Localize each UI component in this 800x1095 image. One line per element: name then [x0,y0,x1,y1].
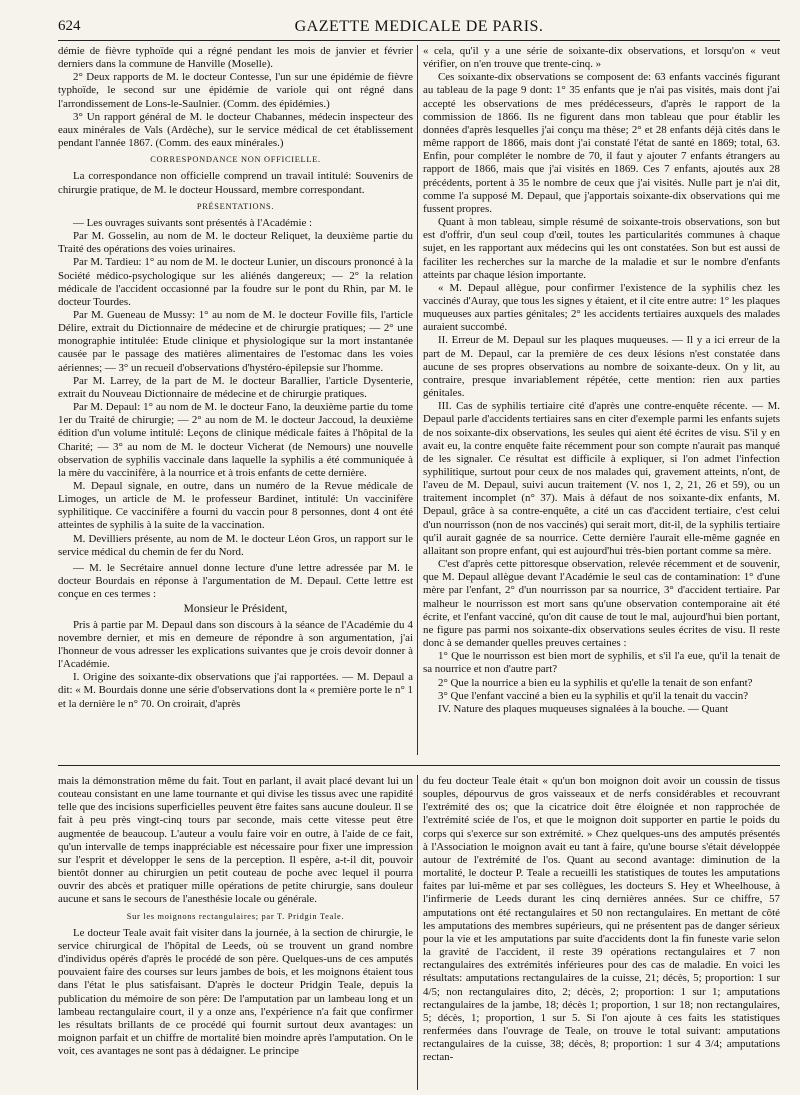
section-heading: CORRESPONDANCE NON OFFICIELLE. [150,155,321,165]
column-top-right [423,45,780,760]
paragraph: Ces soixante-dix observations se composent de: 63 enfants vaccinés figurant au tableau de la page 9 dont: 1° 35 enfants que je n'ai pas visités, mais dont j'ai accepté les observations de mes prédécesseurs, d'après le rapport de la commission de 1866. Ils ne figurent dans mon tableau que pour établir les données d'après lesquelles j'ai conçu ma thèse; 2° et 28 enfants déjà cités dans le même rapport de 1866, mais dont j'ai constaté l'état de santé en 1869; total, 63. Enfin, pour compléter le nombre de 70, il faut y ajouter 7 enfants étrangers au rapport de 1866, mais que j'ai visités en 1869. Ces 7 enfants, ajoutés aux 28 précédents, portent à 35 le nombre de ceux que j'ai visités. Nulle part je n'ai dit, comme l'a supposé M. Depaul, que j'apportais soixante-dix observations qui me fussent propres. [423,71,780,215]
paragraph: 3° Un rapport général de M. le docteur Chabannes, médecin inspecteur des eaux minérales de Vals (Ardèche), sur le service médical de cet établissement pendant l'année 1867. (Comm. des eaux minérales.) [58,110,413,150]
paragraph: IV. Nature des plaques muqueuses signalées à la bouche. — Quant [438,702,729,715]
column-top-left [58,45,413,760]
paragraph: M. Depaul signale, en outre, dans un numéro de la Revue médicale de Limoges, un article de M. le professeur Bardinet, intitulé: Un vaccinifère syphilitique. Ce vaccinifère a fourni du vaccin pour 8 personnes, dont 4 ont été atteintes de syphilis à la suite de la vaccination. [58,480,413,532]
letter-salutation: Monsieur le Président, [183,603,288,616]
paragraph: C'est d'après cette pittoresque observation, relevée récemment et de souvenir, que M. Depaul allègue devant l'Académie le seul cas de contamination: 1° d'une mère par l'enfant, 2° d'un nourrisson par sa nourrice, 3° d'accident tertiaire. Par malheur le nourrisson est mort sans qu'une observation contemporaine ait été écrite, et l'enfant vacciné, qu'on dit cause de tout le mal, aujourd'hui bien portant, ne figure pas parmi nos soixante-dix observations seules écrites de visu. Il reste donc à se demander quelles preuves certaines : [423,558,780,650]
paragraph: 2° Deux rapports de M. le docteur Contesse, l'un sur une épidémie de fièvre typhoïde, le second sur une épidémie de variole qui ont régné dans l'arrondissement de Lons-le-Saulnier. (Comm. des épidémies.) [58,71,413,110]
paragraph: — M. le Secrétaire annuel donne lecture d'une lettre adressée par M. le docteur Bourdais en réponse à l'argumentation de M. Depaul. Cette lettre est conçue en ces termes : [58,561,413,601]
column-bottom-left [58,775,413,1090]
paragraph: mais la démonstration même du fait. Tout en parlant, il avait placé devant lui un couteau consistant en une lame tournante et qui divise les tissus avec une rapidité telle que des incisions superficielles peuvent être faites sans aucune douleur. Il se fait à peu près vingt-cinq tours par seconde, mais cette vitesse peut être augmentée de beaucoup. L'auteur a voulu faire voir en outre, à l'aide de ce fait, qu'un intervalle de temps inappréciable est nécessaire pour fixer une impression sur l'esprit et développer le sens de la perception. Il espère, a-t-il dit, pouvoir bientôt donner au chirurgien un petit couteau de poche avec lequel il pourra ouvrir des abcès et pratiquer mille opérations de petite chirurgie, sans douleur aucune et sans le secours de l'anesthésie locale ou générale. [58,775,413,906]
paragraph: 2° Que la nourrice a bien eu la syphilis et qu'elle la tenait de son enfant? [438,676,753,689]
paragraph: La correspondance non officielle comprend un travail intitulé: Souvenirs de chirurgie pratique, de M. le docteur Houssard, membre correspondant. [58,170,413,196]
page-number: 624 [58,18,81,34]
column-divider-top [417,45,418,755]
paragraph: I. Origine des soixante-dix observations que j'ai rapportées. — M. Depaul a dit: « M. Bourdais donne une série d'observations dont la « première porte le n° 1 et la dernière le n° 70. On croirait, d'après [58,671,413,710]
paragraph: III. Cas de syphilis tertiaire cité d'après une contre-enquête récente. — M. Depaul parle d'accidents tertiaires sans en citer d'exemple parmi les enfants sujets de nos soixante-dix observations, les seules qui aient été écrites de visu. S'il y en avait eu, la contre enquête faite récemment pour son compte n'aurait pas manqué de les signaler. Ce résultat est difficile à expliquer, si l'on admet l'infection syphilitique, surtout pour ceux de nos malades qui, gravement atteints, n'ont, de l'aveu de M. Depaul, suivi aucun traitement (V. nos 1, 2, 21, 26 et 59), ou un traitement incomplet (n° 37). Mais à défaut de nos soixante-dix enfants, M. Depaul, grâce à sa contre-enquête, a cité un cas d'accident tertiaire, c'est celui d'un nourrisson (non de nos vaccinés) qui serait mort, dit-il, de la syphilis tertiaire qu'il aurait gagnée de sa nourrice. Cette dernière l'aurait elle-même gagnée en allaitant son propre enfant, qui est aujourd'hui très-bien portant comme sa mère. [423,400,780,557]
paragraph: Pris à partie par M. Depaul dans son discours à la séance de l'Académie du 4 novembre dernier, et mis en demeure de répondre à son argumentation, j'ai l'honneur de vous adresser les explications suivantes que je crois devoir donner à l'Académie. [58,618,413,671]
section-heading: Sur les moignons rectangulaires; par T. Pridgin Teale. [126,911,345,921]
section-divider [58,765,780,766]
column-divider-bottom [417,775,418,1090]
column-bottom-right [423,775,780,1090]
paragraph: Par M. Gosselin, au nom de M. le docteur Reliquet, la deuxième partie du Traité des opérations des voies urinaires. [58,230,413,256]
paragraph: Par M. Gueneau de Mussy: 1° au nom de M. le docteur Foville fils, l'article Délire, extrait du Dictionnaire de médecine et de chirurgie pratiques; — 2° une monographie intitulée: Etude clinique et physiologique sur la mort instantanée causée par le passage des matières alimentaires de l'estomac dans les voies aériennes; — 3° un recueil d'observations d'hystéro-épilepsie sur l'homme. [58,308,413,374]
paragraph: M. Devilliers présente, au nom de M. le docteur Léon Gros, un rapport sur le service médical du chemin de fer du Nord. [58,532,413,558]
paragraph: du feu docteur Teale était « qu'un bon moignon doit avoir un coussin de tissus souples, dépourvus de gros vaisseaux et de nerfs considérables et recouvrant l'extrémité des os; que la cicatrice doit être éloignée et non rapprochée de l'extrémité sciée de l'os, et que le moignon doit supporter en partie le poids du corps qui s'exerce sur son extrémité. » Chez quelques-uns des amputés présentés à l'Association le moignon avait eu tant à faire, qu'une bourse s'était développée autour de l'extrémité de l'os. Quant au second avantage: diminution de la mortalité, le docteur P. Teale a recueilli les statistiques de toutes les amputations faites par lui-même et par ses collègues, les docteurs S. Hey et Wheelhouse, à l'infirmerie de Leeds durant les cinq dernières années. Sur ce chiffre, 57 amputations ont été rectangulaires et 50 non rectangulaires. En mettant de côté les amputations des membres supérieurs, qui ne présentent pas de danger sérieux pour la vie et les amputations par suite d'accidents dont la fin funeste varie selon la gravité de l'accident, il reste 39 opérations rectangulaires et 7 non rectangulaires des extrémités inférieures pour des cas de maladie. En voici les résultats: amputations rectangulaires de la cuisse, 21; décès, 5; proportion: 1 sur 4/5; non rectangulaires dito, 2; décès, 2; proportion: 1 sur 1; amputations rectangulaires de la jambe, 18; décès 1; proportion, 1 sur 18; non rectangulaires, 5; décès, 1; proportion, 1 sur 5. Si l'on ajoute à ces faits les statistiques renfermées dans l'ouvrage de Teale, on trouve le total suivant: amputations rectangulaires de la cuisse, 38; décès, 8; proportion: 1 sur 4 3/4; amputations rectan- [423,775,780,1064]
paragraph: — Les ouvrages suivants sont présentés à l'Académie : [73,216,313,229]
paragraph: Quant à mon tableau, simple résumé de soixante-trois observations, son but est d'offrir, d'un seul coup d'œil, toutes les particularités communes à chaque sujet, en les rapportant aux médecins qui les ont constatées. Son but est aussi de faciliter les recherches sur la marche de la maladie et sur le nombre d'enfants atteints par chaque lésion importante. [423,216,780,281]
paragraph: II. Erreur de M. Depaul sur les plaques muqueuses. — Il y a ici erreur de la part de M. Depaul, car la première de ces deux lésions n'est constatée dans aucune de ses propres observations au nombre de soixante-deux. On y lit, au contraire, presque invariablement répétée, cette mention: rien aux parties génitales. [423,334,780,400]
paragraph: Le docteur Teale avait fait visiter dans la journée, à la section de chirurgie, le service chirurgical de l'hôpital de Leeds, où se trouvent un grand nombre d'individus opérés d'après le procédé de son père. Quelques-uns de ces amputés pouvaient faire des courses sur leurs jambes de bois, et les moignons étaient tous dans l'état le plus satisfaisant. D'après le docteur Pridgin Teale, depuis la publication du mémoire de son père: De l'amputation par un lambeau long et un lambeau rectangulaire court, il y a onze ans, l'expérience n'a fait que confirmer les résultats brillants de ce procédé qui fournit surtout deux avantages: un moignon parfait et un chiffre de mortalité bien moindre après l'amputation. On le voit, ces avantages ne sont pas à dédaigner. Le principe [58,926,413,1058]
paragraph: « cela, qu'il y a une série de soixante-dix observations, et lorsqu'on « veut vérifier, on n'en trouve que trente-cinq. » [423,45,780,71]
section-heading: PRÉSENTATIONS. [196,201,275,211]
paragraph: démie de fièvre typhoïde qui a régné pendant les mois de janvier et février derniers dans la commune de Hanville (Moselle). [58,45,413,71]
paragraph: Par M. Depaul: 1° au nom de M. le docteur Fano, la deuxième partie du tome 1er du Traité de chirurgie; — 2° au nom de M. le docteur Jaccoud, la deuxième édition d'un volume intitulé: Leçons de clinique médicale faites à l'hôpital de la Charité; — 3° au nom de M. le docteur Vicherat (de Nemours) une nouvelle observation de syphilis vaccinale dans laquelle la syphilis a été communiquée à la mère du vaccinifère, à la nourrice et à trois enfants de cette dernière. [58,401,413,479]
paragraph: Par M. Larrey, de la part de M. le docteur Barallier, l'article Dysenterie, extrait du Nouveau Dictionnaire de médecine et de chirurgie pratiques. [58,374,413,400]
page-header [58,16,780,41]
paragraph: 1° Que le nourrisson est bien mort de syphilis, et s'il l'a eue, qu'il la tenait de sa nourrice et non d'autre part? [423,650,780,676]
paragraph: Par M. Tardieu: 1° au nom de M. le docteur Lunier, un discours prononcé à la Société médico-psychologique sur les aliénés dangereux; — 2° la relation médicale de l'accident occasionné par la foudre sur le pont du Rhin, par M. le docteur Tourdes. [58,256,413,308]
running-title: GAZETTE MEDICALE DE PARIS. [294,18,544,35]
paragraph: « M. Depaul allègue, pour confirmer l'existence de la syphilis chez les vaccinés d'Auray, que tous les signes y étaient, et il cite entre autre: 1° les plaques muqueuses aux parties génitales; 2° les accidents tertiaires auxquels des malades auraient succombé. [423,281,780,334]
paragraph: 3° Que l'enfant vacciné a bien eu la syphilis et qu'il la tenait du vaccin? [438,689,749,702]
